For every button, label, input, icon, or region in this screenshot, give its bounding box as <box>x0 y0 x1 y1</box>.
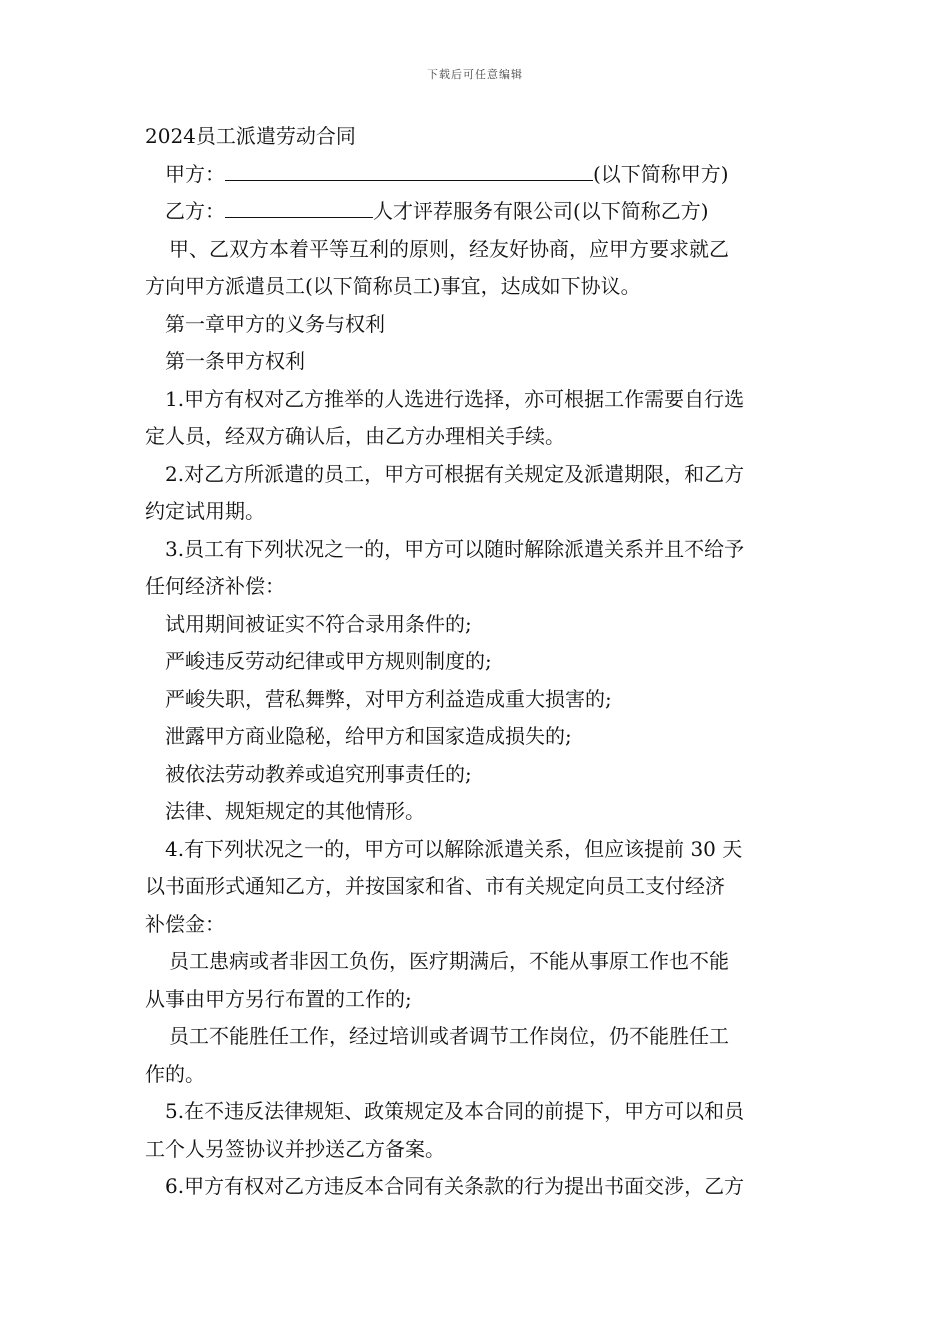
article-heading: 第一条甲方权利 <box>165 349 305 373</box>
paragraph-line: 3.员工有下列状况之一的，甲方可以随时解除派遣关系并且不给予 <box>165 536 745 561</box>
list-item: 泄露甲方商业隐秘，给甲方和国家造成损失的; <box>165 724 572 748</box>
paragraph-line: 4.有下列状况之一的，甲方可以解除派遣关系，但应该提前 30 天 <box>165 836 743 861</box>
paragraph-line: 2.对乙方所派遣的员工，甲方可根据有关规定及派遣期限，和乙方 <box>165 461 745 486</box>
list-item: 严峻违反劳动纪律或甲方规则制度的; <box>165 649 492 673</box>
party-b-suffix: 人才评荐服务有限公司(以下简称乙方) <box>373 199 709 223</box>
list-item: 员工不能胜任工作，经过培训或者调节工作岗位，仍不能胜任工 <box>169 1024 729 1048</box>
paragraph-line: 方向甲方派遣员工(以下简称员工)事宜，达成如下协议。 <box>145 274 641 298</box>
paragraph-line: 补偿金： <box>145 911 225 936</box>
party-b-label: 乙方： <box>165 199 225 223</box>
paragraph-line: 5.在不违反法律规矩、政策规定及本合同的前提下，甲方可以和员 <box>165 1099 745 1123</box>
party-b-blank <box>225 195 373 218</box>
paragraph-line: 工个人另签协议并抄送乙方备案。 <box>145 1136 445 1161</box>
paragraph-line: 1.甲方有权对乙方推举的人选进行选择，亦可根据工作需要自行选 <box>165 386 745 411</box>
chapter-heading: 第一章甲方的义务与权利 <box>165 311 385 336</box>
paragraph-line: 约定试用期。 <box>145 499 265 523</box>
list-item: 被依法劳动教养或追究刑事责任的; <box>165 761 472 786</box>
page-header-note: 下载后可任意编辑 <box>427 68 523 81</box>
party-a-label: 甲方： <box>165 161 225 186</box>
list-item: 试用期间被证实不符合录用条件的; <box>165 611 472 636</box>
list-item: 法律、规矩规定的其他情形。 <box>165 799 425 823</box>
list-item: 员工患病或者非因工负伤，医疗期满后，不能从事原工作也不能 <box>169 949 729 973</box>
list-item: 严峻失职，营私舞弊，对甲方利益造成重大损害的; <box>165 686 612 711</box>
party-a-line <box>145 156 810 194</box>
party-a-suffix: (以下简称甲方) <box>593 161 729 186</box>
paragraph-line: 6.甲方有权对乙方违反本合同有关条款的行为提出书面交涉，乙方 <box>165 1174 745 1198</box>
paragraph-line: 任何经济补偿： <box>145 574 285 598</box>
paragraph-line: 定人员，经双方确认后，由乙方办理相关手续。 <box>145 424 565 448</box>
paragraph-line: 从事由甲方另行布置的工作的; <box>145 986 412 1011</box>
party-a-blank <box>225 158 593 181</box>
paragraph-line: 甲、乙双方本着平等互利的原则，经友好协商，应甲方要求就乙 <box>169 236 729 261</box>
contract-body <box>145 118 810 1206</box>
paragraph-line: 作的。 <box>145 1061 205 1086</box>
paragraph-line: 以书面形式通知乙方，并按国家和省、市有关规定向员工支付经济 <box>145 874 725 898</box>
party-b-line <box>145 193 810 231</box>
document-title: 2024员工派遣劳动合同 <box>145 124 356 148</box>
